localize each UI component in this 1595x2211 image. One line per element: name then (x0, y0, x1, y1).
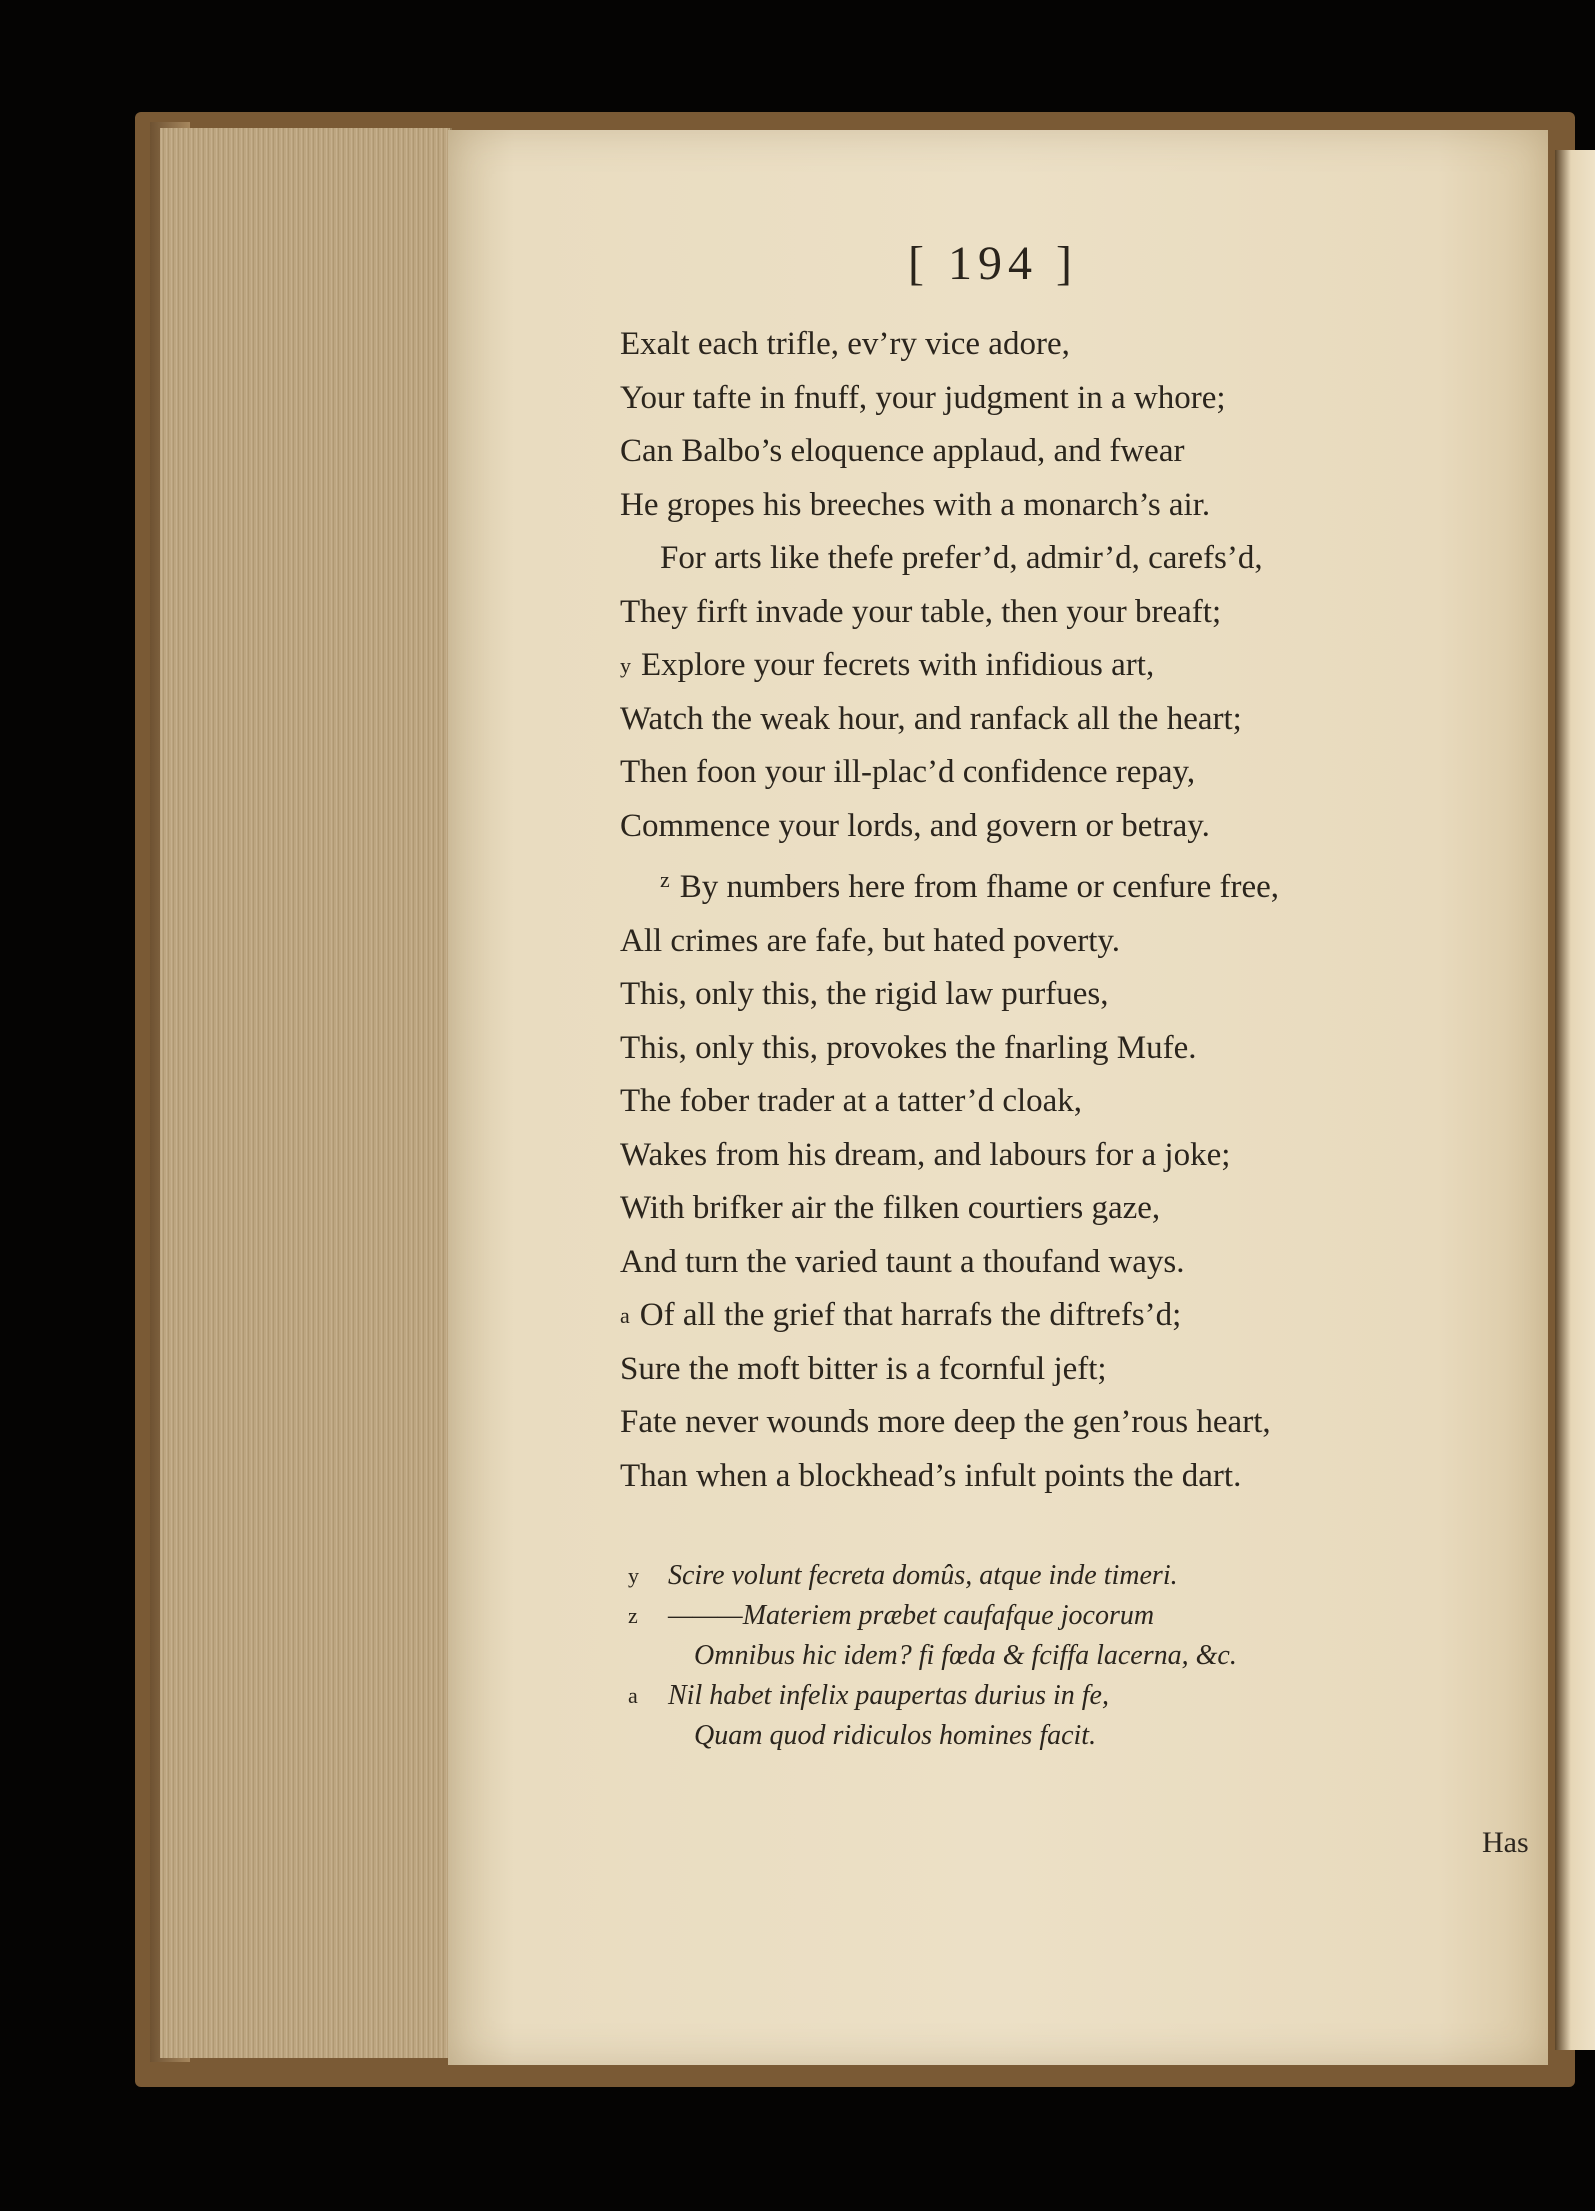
verse-line (620, 639, 1440, 693)
verse-line-text: Commence your lords, and govern or betray. (620, 807, 1210, 844)
footnote-reference: y (620, 653, 631, 678)
verse-line-text: All crimes are fafe, but hated poverty. (620, 922, 1120, 959)
verse-line-text: They firft invade your table, then your breaft; (620, 593, 1222, 630)
verse-line (620, 1396, 1440, 1450)
verse-line-text: Can Balbo’s eloquence applaud, and fwear (620, 433, 1185, 469)
verse-line-text: Watch the weak hour, and ranfack all the heart; (620, 700, 1242, 737)
verse-line-text: Of all the grief that harrafs the diftrefs’d; (639, 1297, 1182, 1333)
verse-line (620, 1129, 1440, 1183)
verse-line (620, 1075, 1440, 1129)
verse-line-text: Sure the moft bitter is a fcornful jeft; (620, 1350, 1107, 1387)
footnote-line (628, 1676, 1468, 1716)
verse-line (620, 318, 1440, 372)
verse-line-text: The fober trader at a tatter’d cloak, (620, 1083, 1083, 1119)
verse-line (620, 1022, 1440, 1076)
verse-line (620, 1289, 1440, 1343)
catchword: Has (1482, 1826, 1529, 1859)
footnote-marker: y (628, 1563, 639, 1588)
footnote-text: Omnibus hic idem? fi fœda & fciffa lacerna, &c. (694, 1640, 1237, 1671)
verse-line (620, 693, 1440, 747)
verse-line-text: This, only this, the rigid law purfues, (620, 976, 1109, 1012)
verse-line-text: By numbers here from fhame or cenfure free, (679, 869, 1279, 905)
page-number: [ 194 ] (908, 237, 1078, 290)
verse-line-text: Explore your fecrets with infidious art, (641, 647, 1155, 683)
poem-text (620, 318, 1440, 1503)
footnote-text: ———Materiem præbet caufafque jocorum (668, 1600, 1155, 1631)
footnote-marker: a (628, 1683, 638, 1708)
footnote-reference: z (660, 867, 670, 892)
verse-line-text: And turn the varied taunt a thoufand ways. (620, 1243, 1185, 1280)
verse-line (620, 915, 1440, 969)
footnote-reference: a (620, 1303, 630, 1328)
verse-line (620, 968, 1440, 1022)
verse-line-text: With brifker air the filken courtiers gaze, (620, 1190, 1161, 1226)
footnote-line (668, 1716, 1468, 1756)
verse-line (620, 479, 1440, 533)
page-block (160, 128, 452, 2058)
verse-line (620, 746, 1440, 800)
verse-line (620, 425, 1440, 479)
footnote-text: Scire volunt fecreta domûs, atque inde timeri. (668, 1560, 1178, 1591)
verse-line-text: Then foon your ill-plac’d confidence repay, (620, 754, 1196, 790)
verse-line (620, 800, 1440, 854)
verse-line (620, 1182, 1440, 1236)
footnote-marker: z (628, 1603, 638, 1628)
facing-page-edge (1555, 150, 1595, 2050)
verse-line-text: This, only this, provokes the fnarling Mufe. (620, 1029, 1197, 1066)
footnote-line (628, 1596, 1468, 1636)
footnotes (628, 1556, 1468, 1756)
verse-line-text: Exalt each trifle, ev’ry vice adore, (620, 326, 1070, 362)
verse-line-text: For arts like thefe prefer’d, admir’d, carefs’d, (660, 540, 1263, 576)
verse-line-text: Your tafte in fnuff, your judgment in a whore; (620, 379, 1226, 416)
verse-line (620, 532, 1440, 586)
verse-line (620, 1450, 1440, 1504)
footnote-text: Nil habet infelix paupertas durius in fe, (668, 1680, 1109, 1711)
verse-line (620, 586, 1440, 640)
verse-line-text: Than when a blockhead’s infult points the dart. (620, 1457, 1242, 1494)
verse-line (620, 1343, 1440, 1397)
footnote-line (668, 1636, 1468, 1676)
verse-line (620, 372, 1440, 426)
verse-line (620, 1236, 1440, 1290)
footnote-text: Quam quod ridiculos homines facit. (694, 1720, 1097, 1751)
footnote-line (628, 1556, 1468, 1596)
verse-line-text: Fate never wounds more deep the gen’rous heart, (620, 1404, 1271, 1440)
verse-line-text: He gropes his breeches with a monarch’s air. (620, 486, 1211, 523)
verse-line-text: Wakes from his dream, and labours for a joke; (620, 1136, 1231, 1173)
verse-line (620, 853, 1440, 915)
